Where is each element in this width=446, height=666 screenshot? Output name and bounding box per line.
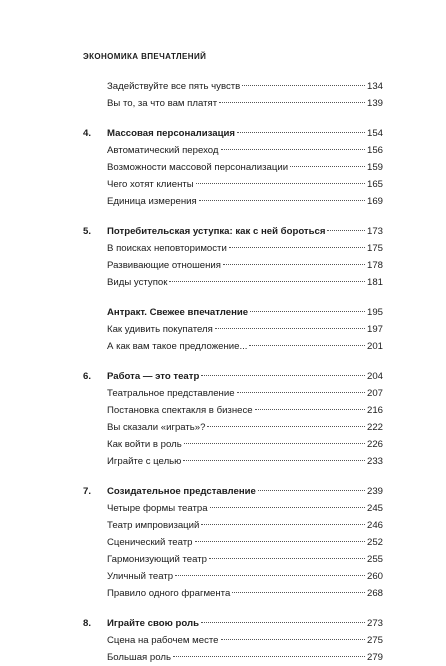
dot-leader xyxy=(209,558,365,559)
dot-leader xyxy=(327,230,365,231)
entry-title: Развивающие отношения xyxy=(107,260,221,271)
page-number: 207 xyxy=(366,388,383,399)
entry-title: Вы то, за что вам платят xyxy=(107,98,218,109)
section-gap xyxy=(83,355,383,368)
page-number: 268 xyxy=(366,588,383,599)
toc-subsection-entry xyxy=(83,551,383,568)
page-number: 273 xyxy=(366,618,383,629)
entry-title: А как вам такое предложение... xyxy=(107,341,248,352)
page-number: 216 xyxy=(366,405,383,416)
entry-title: Сцена на рабочем месте xyxy=(107,635,219,646)
entry-title: Автоматический переход xyxy=(107,145,219,156)
entry-title: Гармонизующий театр xyxy=(107,554,207,565)
page-number: 197 xyxy=(366,324,383,335)
dot-leader xyxy=(201,375,365,376)
dot-leader xyxy=(250,311,365,312)
page-number: 134 xyxy=(366,81,383,92)
entry-title: Вы сказали «играть»? xyxy=(107,422,206,433)
page-number: 246 xyxy=(366,520,383,531)
dot-leader xyxy=(242,85,365,86)
entry-title: Театр импровизаций xyxy=(107,520,200,531)
section-gap xyxy=(83,291,383,304)
page-number: 239 xyxy=(366,486,383,497)
dot-leader xyxy=(207,426,365,427)
chapter-number: 6. xyxy=(83,371,92,382)
entry-title: Правило одного фрагмента xyxy=(107,588,231,599)
entry-title: Как удивить покупателя xyxy=(107,324,213,335)
toc-subsection-entry xyxy=(83,176,383,193)
page-number: 154 xyxy=(366,128,383,139)
page-number: 279 xyxy=(366,652,383,663)
entry-title: Массовая персонализация xyxy=(107,128,236,139)
page-number: 181 xyxy=(366,277,383,288)
entry-title: Потребительская уступка: как с ней бороться xyxy=(107,226,326,237)
entry-title: Четыре формы театра xyxy=(107,503,208,514)
dot-leader xyxy=(183,460,365,461)
toc-subsection-entry xyxy=(83,385,383,402)
dot-leader xyxy=(221,639,365,640)
toc-subsection-entry xyxy=(83,453,383,470)
toc-subsection-entry xyxy=(83,500,383,517)
chapter-number: 7. xyxy=(83,486,92,497)
chapter-number: 5. xyxy=(83,226,92,237)
toc-subsection-entry xyxy=(83,585,383,602)
section-gap xyxy=(83,470,383,483)
toc-chapter-entry xyxy=(83,304,383,321)
entry-title: Чего хотят клиенты xyxy=(107,179,194,190)
section-gap xyxy=(83,602,383,615)
toc-subsection-entry xyxy=(83,649,383,666)
toc-subsection-entry xyxy=(83,257,383,274)
dot-leader xyxy=(184,443,365,444)
dot-leader xyxy=(219,102,365,103)
dot-leader xyxy=(232,592,365,593)
dot-leader xyxy=(237,392,365,393)
toc-subsection-entry xyxy=(83,193,383,210)
dot-leader xyxy=(255,409,365,410)
page-number: 226 xyxy=(366,439,383,450)
toc-subsection-entry xyxy=(83,632,383,649)
entry-title: Виды уступок xyxy=(107,277,168,288)
entry-title: Играйте свою роль xyxy=(107,618,199,629)
page-number: 175 xyxy=(366,243,383,254)
entry-title: Театральное представление xyxy=(107,388,235,399)
dot-leader xyxy=(215,328,365,329)
page-number: 165 xyxy=(366,179,383,190)
page-number: 159 xyxy=(366,162,383,173)
toc-chapter-entry xyxy=(83,483,383,500)
toc-subsection-entry xyxy=(83,338,383,355)
toc-chapter-entry xyxy=(83,368,383,385)
entry-title: В поисках неповторимости xyxy=(107,243,227,254)
entry-title: Постановка спектакля в бизнесе xyxy=(107,405,253,416)
page-number: 201 xyxy=(366,341,383,352)
entry-title: Единица измерения xyxy=(107,196,197,207)
table-of-contents xyxy=(83,78,383,666)
entry-title: Играйте с целью xyxy=(107,456,182,467)
page-number: 178 xyxy=(366,260,383,271)
page-number: 233 xyxy=(366,456,383,467)
dot-leader xyxy=(290,166,365,167)
dot-leader xyxy=(249,345,365,346)
page-number: 195 xyxy=(366,307,383,318)
page-number: 245 xyxy=(366,503,383,514)
dot-leader xyxy=(196,183,365,184)
entry-title: Созидательное представление xyxy=(107,486,256,497)
page-number: 260 xyxy=(366,571,383,582)
chapter-number: 8. xyxy=(83,618,92,629)
toc-subsection-entry xyxy=(83,419,383,436)
toc-chapter-entry xyxy=(83,125,383,142)
page-number: 204 xyxy=(366,371,383,382)
page-number: 255 xyxy=(366,554,383,565)
dot-leader xyxy=(173,656,365,657)
dot-leader xyxy=(258,490,365,491)
toc-subsection-entry xyxy=(83,321,383,338)
toc-subsection-entry xyxy=(83,568,383,585)
page-number: 222 xyxy=(366,422,383,433)
toc-subsection-entry xyxy=(83,517,383,534)
chapter-number: 4. xyxy=(83,128,92,139)
dot-leader xyxy=(221,149,365,150)
toc-chapter-entry xyxy=(83,615,383,632)
entry-title: Большая роль xyxy=(107,652,171,663)
section-gap xyxy=(83,210,383,223)
dot-leader xyxy=(229,247,365,248)
page-number: 139 xyxy=(366,98,383,109)
toc-subsection-entry xyxy=(83,534,383,551)
dot-leader xyxy=(210,507,365,508)
toc-subsection-entry xyxy=(83,402,383,419)
toc-subsection-entry xyxy=(83,274,383,291)
toc-subsection-entry xyxy=(83,142,383,159)
entry-title: Сценический театр xyxy=(107,537,193,548)
toc-subsection-entry xyxy=(83,436,383,453)
toc-subsection-entry xyxy=(83,159,383,176)
page-number: 169 xyxy=(366,196,383,207)
dot-leader xyxy=(169,281,365,282)
dot-leader xyxy=(199,200,365,201)
entry-title: Антракт. Свежее впечатление xyxy=(107,307,249,318)
entry-title: Уличный театр xyxy=(107,571,174,582)
toc-subsection-entry xyxy=(83,95,383,112)
entry-title: Возможности массовой персонализации xyxy=(107,162,289,173)
dot-leader xyxy=(237,132,365,133)
page-number: 156 xyxy=(366,145,383,156)
running-header: ЭКОНОМИКА ВПЕЧАТЛЕНИЙ xyxy=(83,52,207,61)
section-gap xyxy=(83,112,383,125)
entry-title: Задействуйте все пять чувств xyxy=(107,81,241,92)
page-number: 252 xyxy=(366,537,383,548)
toc-subsection-entry xyxy=(83,240,383,257)
dot-leader xyxy=(195,541,365,542)
dot-leader xyxy=(201,524,365,525)
page-number: 275 xyxy=(366,635,383,646)
dot-leader xyxy=(201,622,365,623)
toc-chapter-entry xyxy=(83,223,383,240)
dot-leader xyxy=(223,264,365,265)
dot-leader xyxy=(175,575,365,576)
toc-subsection-entry xyxy=(83,78,383,95)
page-number: 173 xyxy=(366,226,383,237)
entry-title: Работа — это театр xyxy=(107,371,200,382)
entry-title: Как войти в роль xyxy=(107,439,182,450)
